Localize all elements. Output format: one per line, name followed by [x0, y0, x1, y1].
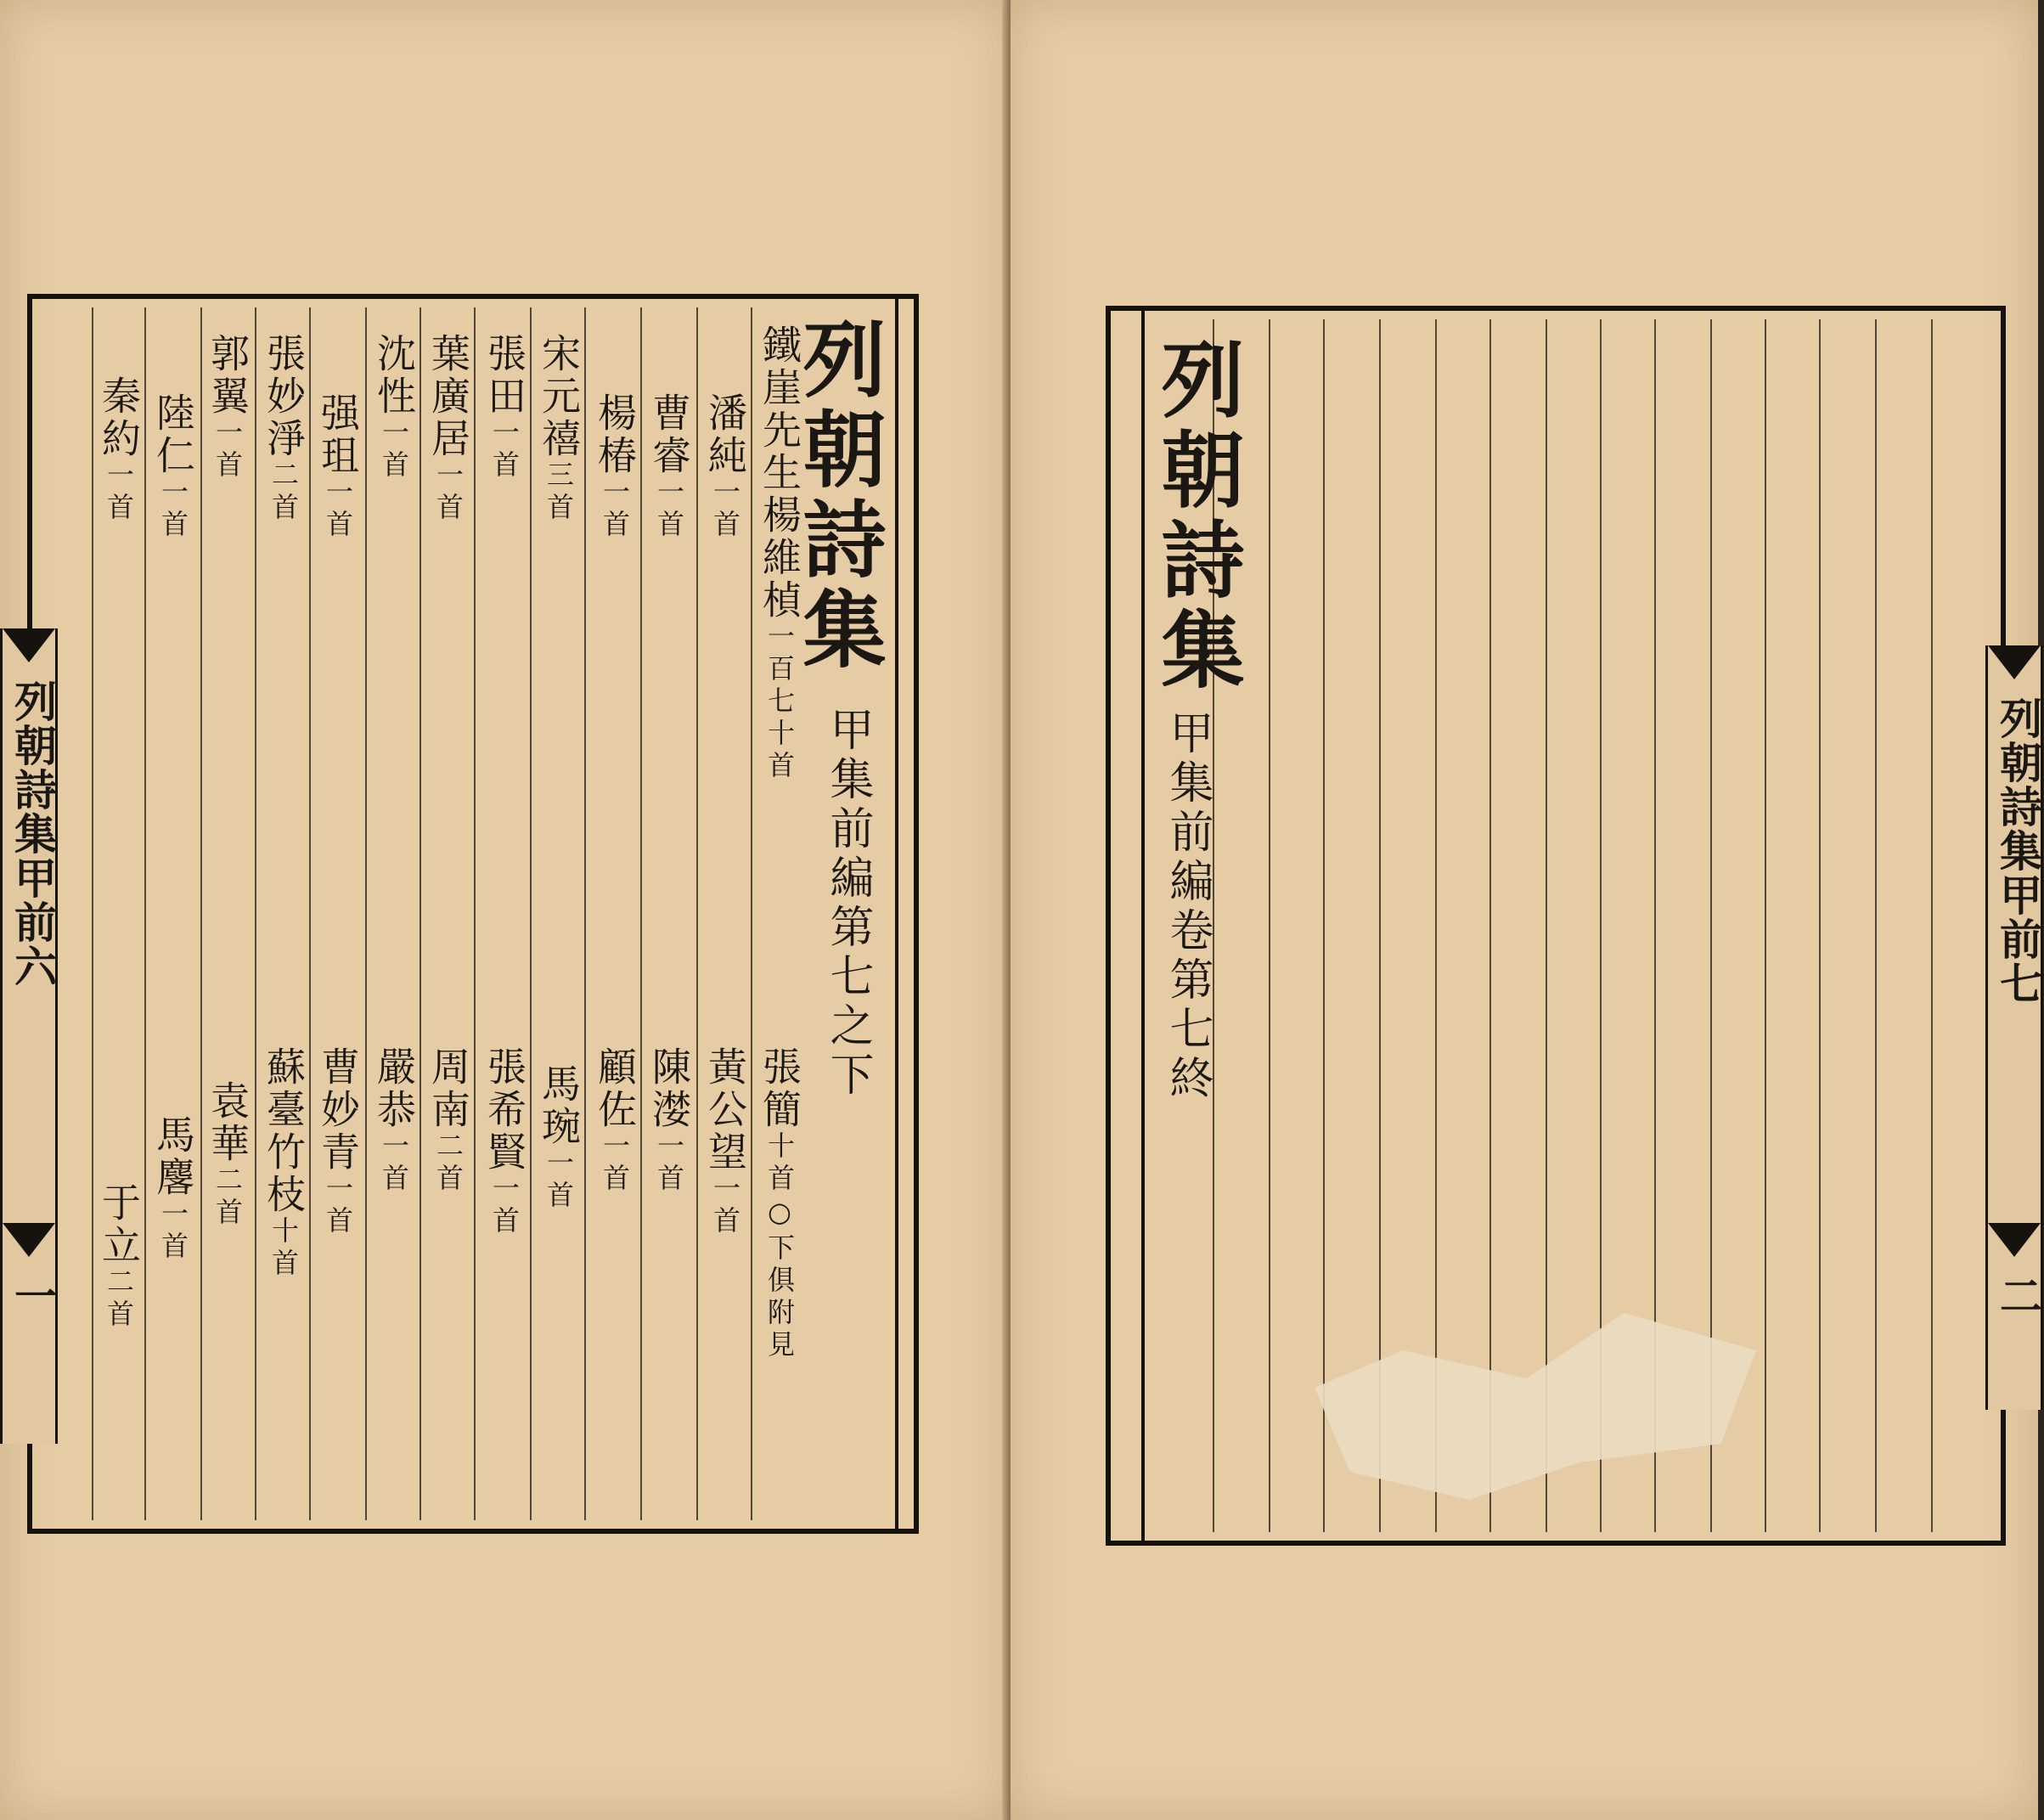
poet-name: 潘純 — [702, 392, 748, 477]
poet-name: 葉廣居 — [425, 333, 471, 460]
list-item — [589, 1046, 640, 1196]
poet-name: 馬麐 — [150, 1114, 196, 1199]
folio-number: 一 — [8, 1274, 58, 1318]
poet-name: 鐵崖先生楊維楨 — [757, 324, 802, 622]
poem-count: 一首 — [488, 1174, 521, 1238]
poem-count: 一首 — [653, 1131, 685, 1196]
poem-count: 一首 — [599, 1131, 631, 1196]
list-item — [533, 333, 584, 525]
list-item — [369, 1046, 419, 1196]
fishtail-mark — [3, 628, 55, 662]
page-subtitle: 甲集前編第七之下 — [822, 707, 873, 1101]
folio-number: 二 — [1993, 1274, 2043, 1318]
list-item — [423, 1046, 474, 1196]
right-page-frame — [1106, 306, 2006, 1546]
poet-name: 袁華 — [205, 1080, 251, 1165]
poem-count: 一首 — [432, 460, 465, 525]
poem-count: 一首 — [488, 418, 521, 482]
list-item — [479, 1046, 530, 1238]
list-item — [700, 392, 751, 542]
list-item — [423, 333, 474, 525]
poem-count: 二首 — [103, 1267, 135, 1332]
poem-count: 一首 — [103, 460, 135, 525]
list-item — [754, 1046, 805, 1362]
poet-name: 張妙淨 — [261, 333, 307, 460]
list-item — [93, 375, 144, 525]
page-subtitle: 甲集前編卷第七終 — [1162, 710, 1213, 1104]
poet-name: 曹睿 — [646, 392, 692, 477]
list-item — [479, 333, 530, 482]
right-page — [1011, 0, 2043, 1820]
list-item — [644, 392, 695, 542]
fishtail-mark — [1988, 645, 2041, 679]
list-item — [148, 392, 199, 542]
poet-name: 宋元禧 — [536, 333, 582, 460]
spine-title: 列朝詩集甲前六 — [8, 679, 58, 989]
poem-count: 三首 — [543, 460, 575, 525]
poet-name: 秦約 — [96, 375, 142, 460]
poet-name: 嚴恭 — [371, 1046, 417, 1131]
poem-count: 一百七十首 — [763, 622, 796, 783]
poet-name: 于立 — [96, 1182, 142, 1267]
spine-strip — [0, 628, 58, 1444]
poet-name: 張簡 — [757, 1046, 802, 1131]
show-through-text — [1433, 336, 1484, 1507]
poet-name: 郭翼 — [205, 333, 251, 418]
poem-count: 一首 — [322, 477, 354, 542]
list-item — [533, 1063, 584, 1213]
page-title: 列朝詩集 — [789, 316, 887, 676]
poet-name: 沈性 — [371, 333, 417, 418]
left-page — [0, 0, 1009, 1820]
list-item — [202, 1080, 253, 1230]
poet-name: 張希賢 — [481, 1046, 527, 1174]
poet-name: 曹妙青 — [315, 1046, 361, 1174]
poet-name: 張田 — [481, 333, 527, 418]
poem-count: 一首 — [211, 418, 244, 482]
poem-count: 一首 — [157, 1199, 189, 1264]
poem-count: 二首 — [211, 1165, 244, 1230]
list-item — [700, 1046, 751, 1238]
poem-count: 二首 — [267, 460, 300, 525]
poet-name: 周南 — [425, 1046, 471, 1131]
poem-count: 一首 — [599, 477, 631, 542]
spine-title: 列朝詩集甲前七 — [1993, 696, 2043, 1006]
poem-count: 二首 — [432, 1131, 465, 1196]
list-item — [258, 1046, 309, 1281]
show-through-text — [1552, 336, 1603, 1507]
list-item — [313, 1046, 363, 1238]
fishtail-mark — [3, 1223, 55, 1257]
list-item — [589, 392, 640, 542]
page-title: 列朝詩集 — [1147, 336, 1245, 696]
spine-strip — [1985, 645, 2043, 1410]
list-item — [369, 333, 419, 482]
poem-count: 一首 — [709, 1174, 741, 1238]
list-item — [644, 1046, 695, 1196]
list-item — [258, 333, 309, 525]
list-item — [313, 392, 363, 542]
poem-count: 一首 — [157, 477, 189, 542]
poet-name: 蘇臺竹枝 — [261, 1046, 307, 1216]
poem-count: 一首 — [709, 477, 741, 542]
poem-count: 一首 — [378, 1131, 410, 1196]
paper-repair-patch — [1315, 1313, 1756, 1500]
poet-name: 陳漤 — [646, 1046, 692, 1131]
left-page-frame — [27, 294, 919, 1534]
list-item — [202, 333, 253, 482]
poet-name: 强珇 — [315, 392, 361, 477]
list-item — [93, 1182, 144, 1332]
poem-count: 十首○下俱附見 — [763, 1131, 796, 1362]
poet-name: 黃公望 — [702, 1046, 748, 1174]
poem-count: 一首 — [653, 477, 685, 542]
fishtail-mark — [1988, 1223, 2041, 1257]
poem-count: 一首 — [543, 1148, 575, 1213]
poet-name: 陸仁 — [150, 392, 196, 477]
poet-name: 楊椿 — [592, 392, 638, 477]
list-item — [148, 1114, 199, 1264]
list-item — [754, 324, 805, 783]
poem-count: 一首 — [322, 1174, 354, 1238]
poem-count: 十首 — [267, 1216, 300, 1281]
poet-name: 顧佐 — [592, 1046, 638, 1131]
poet-name: 馬琬 — [536, 1063, 582, 1148]
poem-count: 一首 — [378, 418, 410, 482]
